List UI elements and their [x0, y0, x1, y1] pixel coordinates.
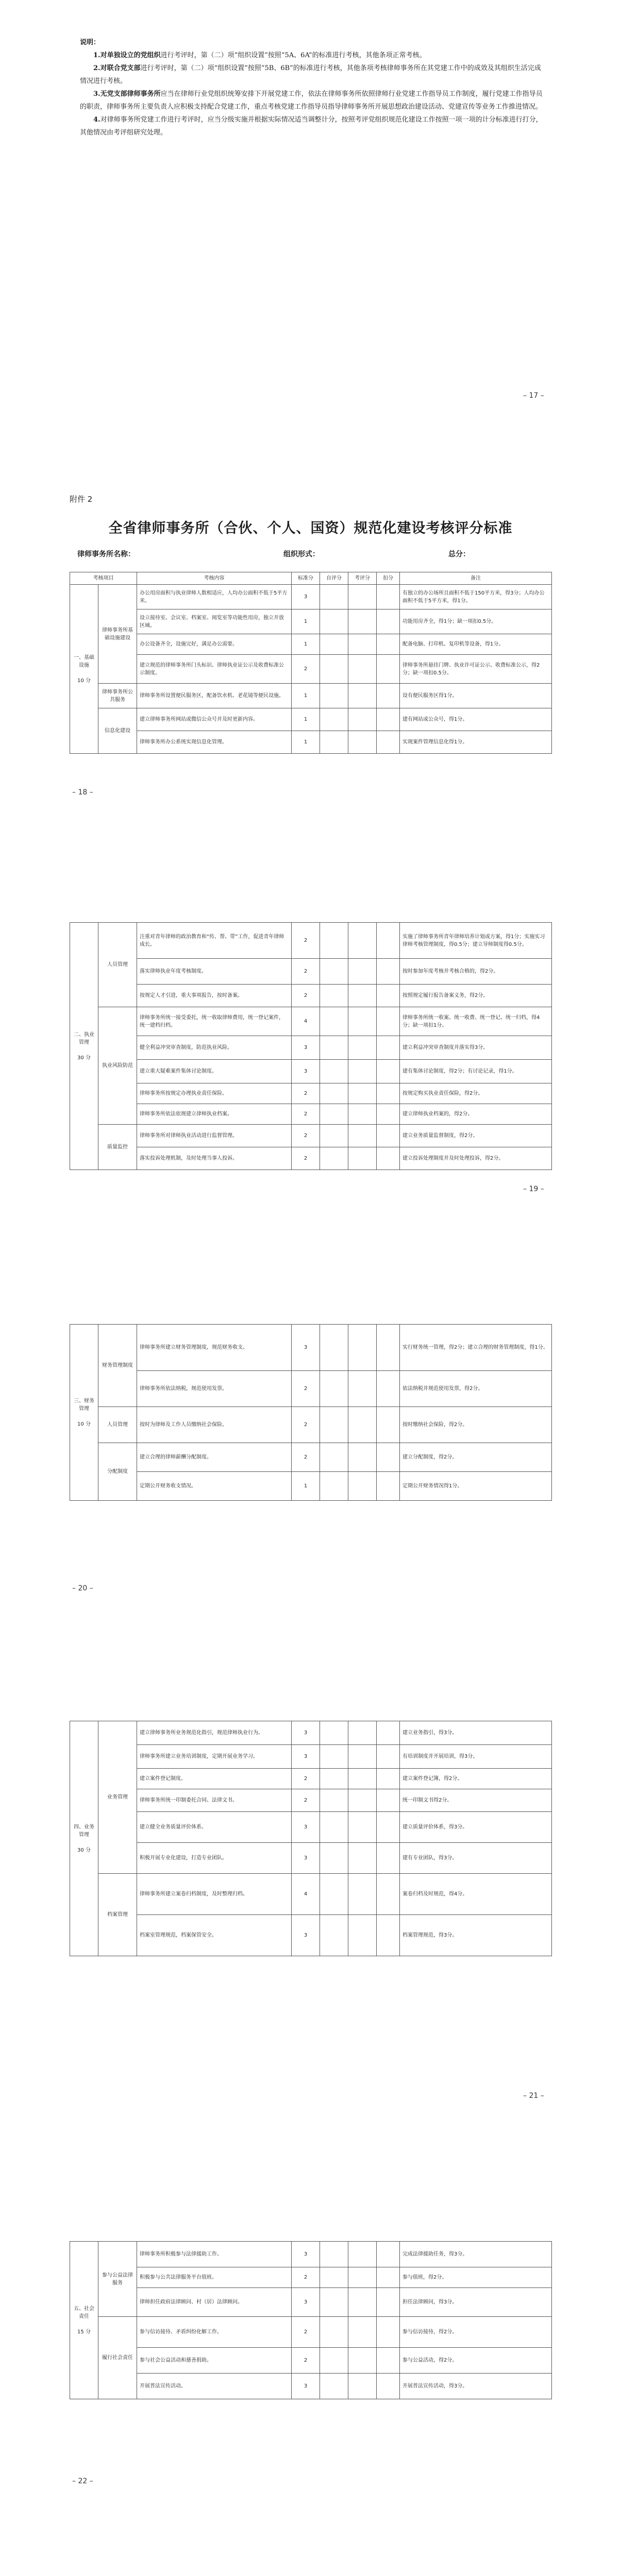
section-cell: 一、基础设施 10 分 [70, 585, 98, 754]
content-cell: 律师事务所统一印制委托合同、法律文书。 [137, 1789, 292, 1812]
score-cell: 2 [292, 2267, 320, 2288]
score-cell: 3 [292, 1060, 320, 1083]
table-row [70, 1874, 552, 1915]
score-cell: 2 [292, 985, 320, 1007]
table-row [70, 1104, 552, 1125]
subsection-cell: 律师事务所基础设施建设 [98, 585, 137, 684]
remark-cell: 案卷归档及时规范，得4分。 [400, 1874, 552, 1915]
remark-cell: 建立业务质量监督制度，得2分。 [400, 1125, 552, 1147]
content-cell: 参与社会公益活动和慈善捐助。 [137, 2348, 292, 2374]
note-item-1: 1.对单独设立的党组织进行考评时，第（二）项“组织设置”按照“5A、6A”的标准进行考核，其他条项正常考核。 [93, 52, 426, 59]
score-cell: 2 [292, 1443, 320, 1472]
subsection-cell: 档案管理 [98, 1874, 137, 1956]
remark-cell: 依法纳税并规范使用发票，得2分。 [400, 1371, 552, 1407]
table-row [70, 985, 552, 1007]
content-cell: 设立接待室、会议室、档案室、阅览室等功能性用房，独立开放区域。 [137, 609, 292, 634]
notes-title: 说明： [80, 39, 100, 46]
score-cell: 4 [292, 1874, 320, 1915]
score-cell: 2 [292, 1371, 320, 1407]
remark-cell: 建有网站或公众号，得1分。 [400, 708, 552, 731]
table-row [70, 1443, 552, 1472]
content-cell: 建立规范的律师事务所门头标识、律师执业证公示及收费标准公示制度。 [137, 655, 292, 684]
score-cell: 2 [292, 1769, 320, 1789]
score-table-4 [70, 1721, 552, 1956]
header-cell: 自评分 [320, 572, 348, 585]
content-cell: 建立律师事务所业务规范化指引，规范律师执业行为。 [137, 1721, 292, 1745]
remark-cell: 建有集体讨论制度，得2分；有讨论记录，得1分。 [400, 1060, 552, 1083]
score-cell: 4 [292, 1007, 320, 1036]
score-cell: 3 [292, 2374, 320, 2399]
score-cell: 3 [292, 2242, 320, 2267]
content-cell: 律师事务所统一接受委托，统一收取律师费用，统一登记案件，统一建档归档。 [137, 1007, 292, 1036]
content-cell: 律师事务所依法依规建立律师执业档案。 [137, 1104, 292, 1125]
score-cell: 2 [292, 923, 320, 959]
content-cell: 开展普法宣传活动。 [137, 2374, 292, 2399]
score-cell: 1 [292, 1472, 320, 1501]
score-cell: 2 [292, 2317, 320, 2348]
table-row [70, 1083, 552, 1104]
table-row [70, 1745, 552, 1769]
score-cell: 3 [292, 1721, 320, 1745]
notes-block [80, 36, 544, 139]
table-row [70, 708, 552, 731]
table-row [70, 923, 552, 959]
score-cell: 1 [292, 684, 320, 708]
page-number: – 22 – [72, 2477, 93, 2485]
remark-cell: 建立业务指引，得3分。 [400, 1721, 552, 1745]
score-cell: 2 [292, 655, 320, 684]
content-cell: 定期公开财务收支情况。 [137, 1472, 292, 1501]
table-row [70, 1036, 552, 1060]
content-cell: 落实律师执业年度考核制度。 [137, 959, 292, 985]
content-cell: 办公用房面积与执业律师人数相适应，人均办公面积不低于5平方米。 [137, 585, 292, 609]
score-cell: 3 [292, 2288, 320, 2317]
content-cell: 注重对青年律师的政治教育和“传、帮、带”工作，促进青年律师成长。 [137, 923, 292, 959]
score-cell: 3 [292, 1745, 320, 1769]
remark-cell: 设有便民服务区得1分。 [400, 684, 552, 708]
note-item-2: 2.对联合党支部进行考评时，第（二）项“组织设置”按照“5B、6B”的标准进行考核，其他条项考核律师事务所在其党建工作中的成效及其组织生活完成情况进行考核。 [80, 64, 541, 85]
header-cell: 考核项目 [70, 572, 137, 585]
score-cell: 2 [292, 2348, 320, 2374]
table-row [70, 634, 552, 655]
table-row [70, 1007, 552, 1036]
firm-name-label: 律师事务所名称： [77, 550, 135, 558]
remark-cell: 参与信访接待，得2分。 [400, 2317, 552, 2348]
note-item-4: 4.对律师事务所党建工作进行考评时，应当分级实施并根据实际情况适当调整计分，按照考评党组织规范化建设工作按照一项一项的计分标准进行打分，其他情况由考评组研究处理。 [80, 116, 543, 137]
table-row [70, 1843, 552, 1874]
table-row [70, 684, 552, 708]
score-cell: 1 [292, 609, 320, 634]
header-cell: 考评分 [348, 572, 377, 585]
content-cell: 律师事务所建立财务管理制度，规范财务收支。 [137, 1325, 292, 1371]
content-cell: 律师事务所建立案卷归档制度，及时整理归档。 [137, 1874, 292, 1915]
remark-cell: 建立质量评价体系，得3分。 [400, 1812, 552, 1843]
remark-cell: 实施了律师事务所青年律师培养计划或方案，得1分；实施实习律师考核管理制度，得0.5分；建立导师制度得0.5分。 [400, 923, 552, 959]
table-row [70, 1721, 552, 1745]
subsection-cell: 参与公益法律服务 [98, 2242, 137, 2317]
table-row [70, 1407, 552, 1443]
remark-cell: 配备电脑、打印机、复印机等设备，得1分。 [400, 634, 552, 655]
score-cell: 2 [292, 1083, 320, 1104]
header-cell: 考核内容 [137, 572, 292, 585]
table-row [70, 2317, 552, 2348]
subsection-cell: 财务管理制度 [98, 1325, 137, 1407]
remark-cell: 按时参加年度考核并考核合格的，得2分。 [400, 959, 552, 985]
table-row [70, 1371, 552, 1407]
remark-cell: 建立利益冲突审查制度并落实得3分。 [400, 1036, 552, 1060]
content-cell: 参与信访接待、矛盾纠纷化解工作。 [137, 2317, 292, 2348]
score-cell: 3 [292, 1325, 320, 1371]
table-row [70, 655, 552, 684]
subsection-cell: 质量监控 [98, 1125, 137, 1170]
remark-cell: 参与值班，得2分。 [400, 2267, 552, 2288]
remark-cell: 完成法律援助任务，得3分。 [400, 2242, 552, 2267]
table-row [70, 2348, 552, 2374]
subsection-cell: 执业风险防范 [98, 1007, 137, 1125]
content-cell: 建立律师事务所网站或微信公众号并及时更新内容。 [137, 708, 292, 731]
remark-cell: 统一印制文书得2分。 [400, 1789, 552, 1812]
remark-cell: 建立分配制度，得2分。 [400, 1443, 552, 1472]
table-row [70, 585, 552, 609]
score-cell: 1 [292, 708, 320, 731]
remark-cell: 建立律师执业档案的，得2分。 [400, 1104, 552, 1125]
table-row [70, 1060, 552, 1083]
table-row [70, 1915, 552, 1956]
org-form-label: 组织形式： [283, 550, 320, 558]
remark-cell: 建有专业团队，得3分。 [400, 1843, 552, 1874]
subsection-cell: 人员管理 [98, 923, 137, 1007]
score-cell: 3 [292, 1843, 320, 1874]
subsection-cell: 业务管理 [98, 1721, 137, 1874]
remark-cell: 有培训制度并开展培训，得3分。 [400, 1745, 552, 1769]
score-cell: 3 [292, 1812, 320, 1843]
attachment-label: 附件 2 [70, 495, 93, 504]
remark-cell: 开展普法宣传活动，得3分。 [400, 2374, 552, 2399]
content-cell: 健全利益冲突审查制度，防范执业风险。 [137, 1036, 292, 1060]
content-cell: 建立健全业务质量评价体系。 [137, 1812, 292, 1843]
remark-cell: 律师事务所悬挂门牌、执业许可证公示、收费标准公示，得2分；缺一项扣0.5分。 [400, 655, 552, 684]
score-cell: 2 [292, 1407, 320, 1443]
table-row [70, 609, 552, 634]
table-row [70, 2288, 552, 2317]
table-row [70, 1147, 552, 1170]
table-row [70, 1325, 552, 1371]
table-row [70, 959, 552, 985]
total-score-label: 总分： [448, 550, 470, 558]
section-cell: 三、财务管理 10 分 [70, 1325, 98, 1501]
table-row [70, 1769, 552, 1789]
score-table-3 [70, 1324, 552, 1501]
table-row [70, 1812, 552, 1843]
table-header-row [70, 572, 552, 585]
subsection-cell: 人员管理 [98, 1407, 137, 1443]
table-row [70, 2374, 552, 2399]
remark-cell: 实现案件管理信息化得1分。 [400, 731, 552, 754]
table-row [70, 731, 552, 754]
remark-cell: 建立案件登记簿，得2分。 [400, 1769, 552, 1789]
section-cell: 二、执业管理 30 分 [70, 923, 98, 1170]
score-cell: 3 [292, 1036, 320, 1060]
content-cell: 律师事务所建立业务培训制度，定期开展业务学习。 [137, 1745, 292, 1769]
remark-cell: 定期公开财务情况得1分。 [400, 1472, 552, 1501]
content-cell: 落实投诉处理机制，及时处理当事人投诉。 [137, 1147, 292, 1170]
content-cell: 律师事务所按规定办理执业责任保险。 [137, 1083, 292, 1104]
content-cell: 建立重大疑难案件集体讨论制度。 [137, 1060, 292, 1083]
remark-cell: 实行财务统一管理，得2分；建立合理的财务管理制度，得1分。 [400, 1325, 552, 1371]
content-cell: 律师事务所办公系统实现信息化管理。 [137, 731, 292, 754]
header-cell: 标准分 [292, 572, 320, 585]
content-cell: 档案室管理规范，档案保管安全。 [137, 1915, 292, 1956]
header-cell: 扣分 [377, 572, 400, 585]
score-cell: 1 [292, 634, 320, 655]
table-row [70, 1125, 552, 1147]
header-cell: 备注 [400, 572, 552, 585]
score-cell: 1 [292, 731, 320, 754]
subsection-cell: 履行社会责任 [98, 2317, 137, 2399]
score-cell: 2 [292, 1125, 320, 1147]
content-cell: 建立合理的律师薪酬分配制度。 [137, 1443, 292, 1472]
score-cell: 2 [292, 1789, 320, 1812]
content-cell: 律师担任政府法律顾问、村（居）法律顾问。 [137, 2288, 292, 2317]
section-cell: 五、社会责任 15 分 [70, 2242, 98, 2399]
score-cell: 2 [292, 959, 320, 985]
table-row [70, 2242, 552, 2267]
page-number: – 18 – [72, 788, 93, 796]
page-number: – 19 – [523, 1185, 544, 1193]
remark-cell: 档案管理规范，得3分。 [400, 1915, 552, 1956]
content-cell: 办公设备齐全，设施完好，满足办公需要。 [137, 634, 292, 655]
content-cell: 积极开展专业化建设，打造专业团队。 [137, 1843, 292, 1874]
content-cell: 律师事务所设置便民服务区，配备饮水机、老花镜等便民设施。 [137, 684, 292, 708]
content-cell: 按时为律师及工作人员缴纳社会保险。 [137, 1407, 292, 1443]
remark-cell: 按时缴纳社会保险，得2分。 [400, 1407, 552, 1443]
score-cell: 2 [292, 1147, 320, 1170]
section-cell: 四、业务管理 30 分 [70, 1721, 98, 1956]
content-cell: 律师事务所积极参与法律援助工作。 [137, 2242, 292, 2267]
page-title: 全省律师事务所（合伙、个人、国资）规范化建设考核评分标准 [108, 520, 513, 536]
remark-cell: 有独立的办公场所且面积不低于150平方米，得3分；人均办公面积不低于5平方米，得1分。 [400, 585, 552, 609]
remark-cell: 参与公益活动，得2分。 [400, 2348, 552, 2374]
score-table-2 [70, 922, 552, 1170]
remark-cell: 建立投诉处理制度并及时处理投诉，得2分。 [400, 1147, 552, 1170]
score-cell: 3 [292, 585, 320, 609]
content-cell: 建立案件登记制度。 [137, 1769, 292, 1789]
score-table-1 [70, 572, 552, 754]
subsection-cell: 律师事务所公共服务 [98, 684, 137, 708]
page-number: – 21 – [523, 2092, 544, 2100]
subsection-cell: 信息化建设 [98, 708, 137, 754]
score-table-5 [70, 2241, 552, 2399]
content-cell: 积极参与公共法律服务平台值班。 [137, 2267, 292, 2288]
subsection-cell: 分配制度 [98, 1443, 137, 1501]
score-cell: 2 [292, 1104, 320, 1125]
note-item-3: 3.无党支部律师事务所应当在律师行业党组织统筹安排下开展党建工作，依法在律师事务所依照律师行业党建工作指导员工作制度，履行党建工作指导员的职责，律师事务所主要负责人应积极支持配合党建工作，重点考核党建工作指导员指导律师事务所开展思想政治建设活动、党建宣传等业务工作推进情况。 [80, 90, 543, 111]
table-row [70, 1789, 552, 1812]
remark-cell: 按照规定履行报告备案义务，得2分。 [400, 985, 552, 1007]
page-number: – 20 – [72, 1584, 93, 1592]
content-cell: 律师事务所依法纳税，规范使用发票。 [137, 1371, 292, 1407]
page-number: – 17 – [523, 392, 544, 400]
content-cell: 按规定人才引进，重大事项报告，按时备案。 [137, 985, 292, 1007]
remark-cell: 律师事务所统一收案、统一收费、统一登记、统一归档，得4分；缺一项扣1分。 [400, 1007, 552, 1036]
table-row [70, 2267, 552, 2288]
remark-cell: 按规定购买执业责任保险，得2分。 [400, 1083, 552, 1104]
score-cell: 3 [292, 1915, 320, 1956]
remark-cell: 功能用房齐全，得1分；缺一项扣0.5分。 [400, 609, 552, 634]
table-row [70, 1472, 552, 1501]
remark-cell: 担任法律顾问，得3分。 [400, 2288, 552, 2317]
content-cell: 律师事务所对律师执业活动进行监督管理。 [137, 1125, 292, 1147]
